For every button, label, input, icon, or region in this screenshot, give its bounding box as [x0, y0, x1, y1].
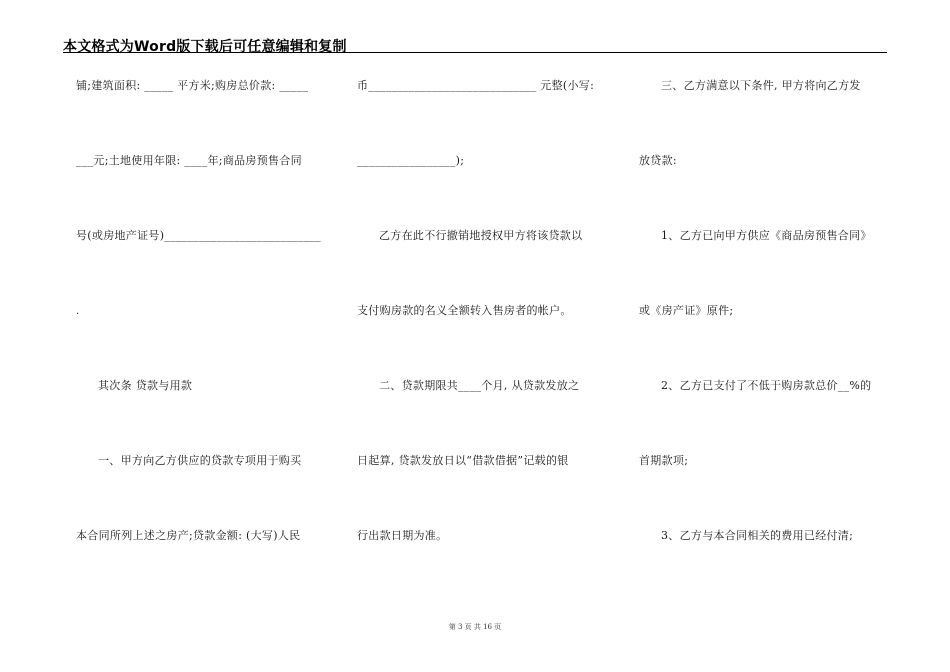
column-3-line-6: 首期款项;: [639, 454, 689, 467]
column-1-line-2: ___元;土地使用年限: ____年;商品房预售合同: [76, 154, 302, 167]
column-1-section-heading: 其次条 贷款与用款: [98, 379, 193, 392]
column-1-line-7: 本合同所列上述之房产;贷款金额: (大写)人民: [76, 529, 301, 542]
column-3-line-5: 2、乙方已支付了不低于购房款总价__%的: [661, 379, 872, 392]
header-divider: [63, 52, 887, 53]
column-2-line-5: 二、贷款期限共____个月, 从贷款发放之: [379, 379, 580, 392]
column-2-line-2: _________________);: [357, 154, 465, 167]
column-2-line-1: 币_____________________________ 元整(小写:: [357, 79, 595, 92]
column-1-line-4: .: [76, 306, 80, 317]
column-3-line-3: 1、乙方已向甲方供应《商品房预售合同》: [661, 229, 872, 242]
page-number-footer: 第 3 页 共 16 页: [448, 623, 502, 631]
column-2-line-3: 乙方在此不行撤销地授权甲方将该贷款以: [379, 229, 583, 242]
column-3-line-1: 三、乙方满意以下条件, 甲方将向乙方发: [661, 79, 861, 92]
column-2-line-6: 日起算, 贷款发放日以“借款借据”记载的银: [357, 454, 569, 467]
column-2-line-4: 支付购房款的名义全额转入售房者的帐户。: [357, 304, 572, 317]
column-1-line-1: 铺;建筑面积: _____ 平方米;购房总价款: _____: [76, 79, 309, 92]
column-3-line-7: 3、乙方与本合同相关的费用已经付清;: [661, 529, 854, 542]
column-1-line-6: 一、甲方向乙方供应的贷款专项用于购买: [98, 454, 302, 467]
column-3-line-2: 放贷款:: [639, 154, 677, 167]
document-header-title: 本文格式为Word版下载后可任意编辑和复制: [63, 39, 347, 55]
column-1-line-3: 号(或房地产证号)___________________________: [76, 229, 321, 242]
column-3-line-4: 或《房产证》原件;: [639, 304, 734, 317]
column-2-line-7: 行出款日期为准。: [357, 529, 448, 542]
